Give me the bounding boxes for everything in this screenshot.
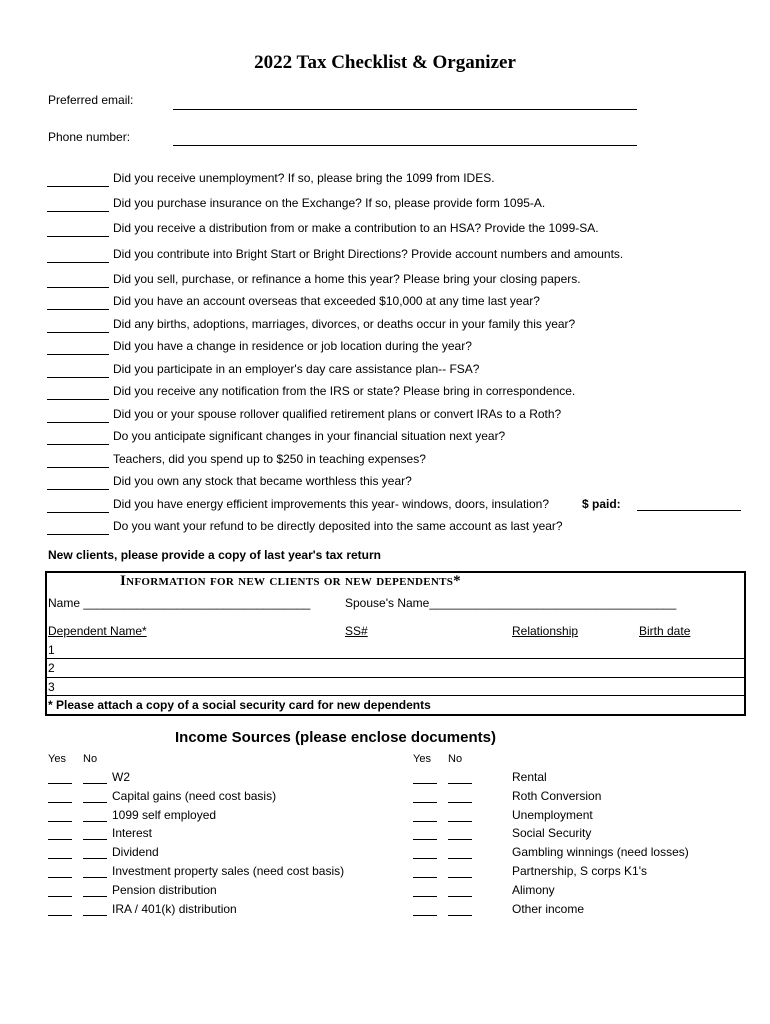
- income-item-label: Roth Conversion: [512, 789, 602, 803]
- spouse-name-field[interactable]: Spouse's Name_____________________________________: [345, 596, 677, 610]
- question-answer-blank[interactable]: [47, 287, 109, 288]
- dependent-row[interactable]: 1: [48, 643, 55, 657]
- question-answer-blank[interactable]: [47, 309, 109, 310]
- yes-checkbox-line[interactable]: [48, 915, 72, 916]
- question-answer-blank[interactable]: [47, 512, 109, 513]
- income-item-label: Pension distribution: [112, 883, 217, 897]
- ss-header: SS#: [345, 624, 368, 638]
- question-text: Did you participate in an employer's day care assistance plan-- FSA?: [113, 362, 480, 376]
- yes-checkbox-line[interactable]: [413, 858, 437, 859]
- question-text: Teachers, did you spend up to $250 in teaching expenses?: [113, 452, 426, 466]
- question-text: Do you anticipate significant changes in your financial situation next year?: [113, 429, 506, 443]
- question-text: Did you contribute into Bright Start or Bright Directions? Provide account numbers and amounts.: [113, 247, 624, 261]
- row-divider: [45, 677, 746, 678]
- yes-checkbox-line[interactable]: [413, 839, 437, 840]
- phone-field[interactable]: [173, 145, 637, 146]
- income-item-label: Partnership, S corps K1's: [512, 864, 648, 878]
- yes-checkbox-line[interactable]: [48, 877, 72, 878]
- income-title: Income Sources (please enclose documents): [175, 729, 496, 746]
- box-footnote: * Please attach a copy of a social security card for new dependents: [48, 698, 431, 712]
- question-answer-blank[interactable]: [47, 236, 109, 237]
- no-header-right: No: [448, 753, 463, 765]
- yes-checkbox-line[interactable]: [413, 896, 437, 897]
- row-divider: [45, 658, 746, 659]
- income-item-label: Capital gains (need cost basis): [112, 789, 277, 803]
- yes-checkbox-line[interactable]: [48, 858, 72, 859]
- dependent-row[interactable]: 2: [48, 661, 55, 675]
- question-text: Did any births, adoptions, marriages, divorces, or deaths occur in your family this year?: [113, 317, 576, 331]
- income-item-label: 1099 self employed: [112, 808, 217, 822]
- question-answer-blank[interactable]: [47, 467, 109, 468]
- income-item-label: Dividend: [112, 845, 159, 859]
- paid-label: $ paid:: [582, 497, 621, 511]
- no-checkbox-line[interactable]: [448, 915, 472, 916]
- new-clients-note: New clients, please provide a copy of last year's tax return: [48, 548, 381, 562]
- name-field[interactable]: Name __________________________________: [48, 596, 311, 610]
- row-divider: [45, 695, 746, 696]
- question-answer-blank[interactable]: [47, 211, 109, 212]
- yes-checkbox-line[interactable]: [48, 839, 72, 840]
- yes-checkbox-line[interactable]: [48, 802, 72, 803]
- yes-checkbox-line[interactable]: [48, 783, 72, 784]
- no-checkbox-line[interactable]: [448, 839, 472, 840]
- income-item-label: Unemployment: [512, 808, 593, 822]
- no-checkbox-line[interactable]: [83, 896, 107, 897]
- income-item-label: Rental: [512, 770, 547, 784]
- question-answer-blank[interactable]: [47, 534, 109, 535]
- question-text: Did you have energy efficient improvements this year- windows, doors, insulation?: [113, 497, 549, 511]
- question-answer-blank[interactable]: [47, 444, 109, 445]
- no-checkbox-line[interactable]: [83, 802, 107, 803]
- no-checkbox-line[interactable]: [448, 802, 472, 803]
- question-text: Did you or your spouse rollover qualified retirement plans or convert IRAs to a Roth?: [113, 407, 562, 421]
- yes-checkbox-line[interactable]: [48, 821, 72, 822]
- income-item-label: Alimony: [512, 883, 555, 897]
- question-text: Did you receive any notification from the IRS or state? Please bring in correspondence.: [113, 384, 576, 398]
- yes-header-right: Yes: [413, 753, 431, 765]
- question-answer-blank[interactable]: [47, 262, 109, 263]
- no-checkbox-line[interactable]: [448, 821, 472, 822]
- birth-date-header: Birth date: [639, 624, 691, 638]
- yes-header-left: Yes: [48, 753, 66, 765]
- page-title: 2022 Tax Checklist & Organizer: [254, 52, 516, 73]
- income-item-label: Gambling winnings (need losses): [512, 845, 689, 859]
- email-field[interactable]: [173, 109, 637, 110]
- question-text: Did you own any stock that became worthless this year?: [113, 474, 412, 488]
- no-checkbox-line[interactable]: [83, 839, 107, 840]
- yes-checkbox-line[interactable]: [413, 783, 437, 784]
- income-item-label: Interest: [112, 826, 153, 840]
- question-text: Did you sell, purchase, or refinance a home this year? Please bring your closing papers.: [113, 272, 581, 286]
- yes-checkbox-line[interactable]: [413, 821, 437, 822]
- question-text: Did you receive a distribution from or make a contribution to an HSA? Provide the 1099-SA.: [113, 221, 599, 235]
- question-answer-blank[interactable]: [47, 354, 109, 355]
- question-text: Did you purchase insurance on the Exchange? If so, please provide form 1095-A.: [113, 196, 546, 210]
- no-checkbox-line[interactable]: [83, 915, 107, 916]
- question-text: Did you have an account overseas that exceeded $10,000 at any time last year?: [113, 294, 540, 308]
- dependent-name-header: Dependent Name*: [48, 624, 147, 638]
- question-answer-blank[interactable]: [47, 332, 109, 333]
- email-label: Preferred email:: [48, 93, 134, 107]
- no-checkbox-line[interactable]: [83, 858, 107, 859]
- question-text: Did you have a change in residence or job location during the year?: [113, 339, 472, 353]
- dependent-row[interactable]: 3: [48, 680, 55, 694]
- no-checkbox-line[interactable]: [83, 783, 107, 784]
- income-item-label: IRA / 401(k) distribution: [112, 902, 237, 916]
- question-answer-blank[interactable]: [47, 422, 109, 423]
- question-answer-blank[interactable]: [47, 399, 109, 400]
- no-checkbox-line[interactable]: [83, 821, 107, 822]
- question-text: Do you want your refund to be directly deposited into the same account as last year?: [113, 519, 563, 533]
- relationship-header: Relationship: [512, 624, 579, 638]
- no-checkbox-line[interactable]: [448, 783, 472, 784]
- phone-label: Phone number:: [48, 130, 131, 144]
- no-header-left: No: [83, 753, 98, 765]
- yes-checkbox-line[interactable]: [413, 877, 437, 878]
- no-checkbox-line[interactable]: [83, 877, 107, 878]
- question-answer-blank[interactable]: [47, 489, 109, 490]
- new-clients-box-title: Information for new clients or new dependents*: [120, 573, 461, 589]
- question-answer-blank[interactable]: [47, 377, 109, 378]
- no-checkbox-line[interactable]: [448, 896, 472, 897]
- yes-checkbox-line[interactable]: [48, 896, 72, 897]
- question-answer-blank[interactable]: [47, 186, 109, 187]
- income-item-label: Social Security: [512, 826, 592, 840]
- no-checkbox-line[interactable]: [448, 877, 472, 878]
- yes-checkbox-line[interactable]: [413, 802, 437, 803]
- no-checkbox-line[interactable]: [448, 858, 472, 859]
- income-item-label: W2: [112, 770, 130, 784]
- income-item-label: Investment property sales (need cost basis): [112, 864, 345, 878]
- income-item-label: Other income: [512, 902, 585, 916]
- paid-amount-field[interactable]: [637, 510, 741, 511]
- yes-checkbox-line[interactable]: [413, 915, 437, 916]
- question-text: Did you receive unemployment? If so, please bring the 1099 from IDES.: [113, 171, 495, 185]
